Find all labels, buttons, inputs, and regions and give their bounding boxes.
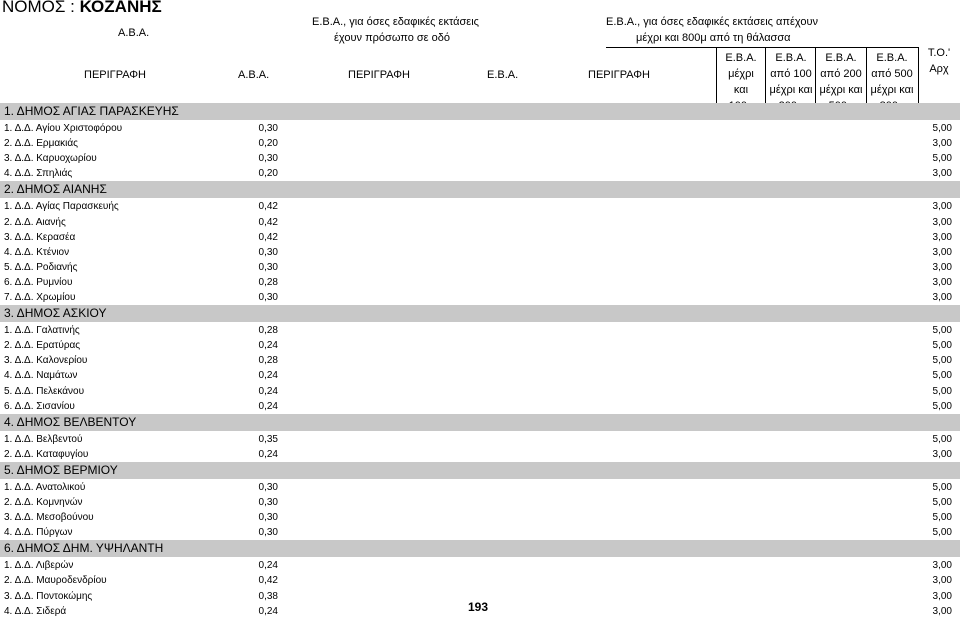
district-label: 5. Δ.Δ. Ροδιανής [4, 261, 78, 273]
aba-value: 0,38 [258, 590, 278, 602]
to-value: 3,00 [932, 168, 952, 180]
district-label: 1. Δ.Δ. Λιβερών [4, 560, 74, 572]
table-row [0, 495, 960, 510]
district-label: 4. Δ.Δ. Κτένιον [4, 246, 70, 258]
aba-value: 0,30 [258, 481, 278, 493]
table-row [0, 510, 960, 525]
aba-value: 0,42 [258, 575, 278, 587]
aba-value: 0,24 [258, 340, 278, 352]
header-desc-3: ΠΕΡΙΓΡΑΦΗ [588, 69, 650, 81]
to-value: 5,00 [932, 481, 952, 493]
header-divider-d [866, 47, 867, 105]
table-row [0, 525, 960, 540]
header-aba-top: Α.Β.Α. [118, 27, 150, 39]
aba-value: 0,24 [258, 370, 278, 382]
to-value: 3,00 [932, 216, 952, 228]
aba-value: 0,24 [258, 385, 278, 397]
table-row [0, 384, 960, 399]
to-value: 5,00 [932, 123, 952, 134]
district-label: 1. Δ.Δ. Ανατολικού [4, 481, 86, 493]
table-row [0, 447, 960, 462]
to-value: 5,00 [932, 153, 952, 165]
district-label: 3. Δ.Δ. Κερασέα [4, 231, 76, 243]
aba-value: 0,30 [258, 123, 278, 134]
header-desc-2: ΠΕΡΙΓΡΑΦΗ [348, 69, 410, 81]
table-row [0, 166, 960, 181]
aba-value: 0,20 [258, 168, 278, 180]
section-title: 4. ΔΗΜΟΣ ΒΕΛΒΕΝΤΟΥ [4, 414, 137, 429]
header-dist-col-2: Ε.Β.Α. από 100 μέχρι και [769, 52, 813, 96]
table-row [0, 136, 960, 151]
table-row [0, 199, 960, 214]
table-row [0, 245, 960, 260]
district-label: 3. Δ.Δ. Καλονερίου [4, 355, 88, 367]
to-value: 5,00 [932, 433, 952, 445]
to-value: 5,00 [932, 385, 952, 397]
district-label: 2. Δ.Δ. Καταφυγίου [4, 448, 89, 460]
to-value: 5,00 [932, 355, 952, 367]
header-dist-col-3: Ε.Β.Α. από 200 μέχρι και [819, 52, 863, 96]
header-group-2-line-1: Ε.Β.Α., για όσες εδαφικές εκτάσεις [312, 16, 479, 28]
section-header [0, 462, 960, 479]
aba-value: 0,42 [258, 231, 278, 243]
to-value: 3,00 [932, 560, 952, 572]
header-divider-a [716, 47, 717, 105]
district-label: 3. Δ.Δ. Καρυοχωρίου [4, 153, 97, 165]
section-title: 2. ΔΗΜΟΣ ΑΙΑΝΗΣ [4, 182, 107, 197]
header-divider-c [815, 47, 816, 105]
section-header [0, 181, 960, 198]
district-label: 2. Δ.Δ. Ερμακιάς [4, 138, 78, 150]
district-label: 6. Δ.Δ. Ρυμνίου [4, 276, 73, 288]
aba-value: 0,30 [258, 246, 278, 258]
section-header [0, 103, 960, 120]
aba-value: 0,24 [258, 448, 278, 460]
to-value: 3,00 [932, 138, 952, 150]
table-row [0, 215, 960, 230]
header-divider-b [765, 47, 766, 105]
to-value: 5,00 [932, 370, 952, 382]
to-value: 5,00 [932, 325, 952, 337]
district-label: 2. Δ.Δ. Αιανής [4, 216, 66, 228]
district-label: 1. Δ.Δ. Βελβεντού [4, 433, 83, 445]
header-dist-col-4: Ε.Β.Α. από 500 μέχρι και [870, 52, 914, 96]
to-value: 3,00 [932, 448, 952, 460]
table-row [0, 573, 960, 588]
aba-value: 0,30 [258, 292, 278, 303]
aba-value: 0,30 [258, 527, 278, 539]
table-row [0, 260, 960, 275]
district-label: 1. Δ.Δ. Γαλατινής [4, 325, 80, 337]
header-dist-col-1: Ε.Β.Α. μέχρι και [725, 52, 757, 96]
page-title: ΝΟΜΟΣ : ΚΟΖΑΝΗΣ [2, 0, 162, 16]
district-label: 2. Δ.Δ. Ερατύρας [4, 340, 81, 352]
district-label: 2. Δ.Δ. Μαυροδενδρίου [4, 575, 107, 587]
section-header [0, 414, 960, 431]
district-label: 1. Δ.Δ. Αγίας Παρασκευής [4, 201, 119, 213]
table-row [0, 290, 960, 305]
aba-value: 0,28 [258, 325, 278, 337]
aba-value: 0,20 [258, 138, 278, 150]
district-label: 4. Δ.Δ. Πύργων [4, 527, 73, 539]
district-label: 7. Δ.Δ. Χρωμίου [4, 292, 76, 303]
table-row [0, 275, 960, 290]
district-label: 6. Δ.Δ. Σισανίου [4, 400, 75, 412]
to-value: 5,00 [932, 340, 952, 352]
aba-value: 0,24 [258, 560, 278, 572]
header-desc-1: ΠΕΡΙΓΡΑΦΗ [84, 69, 146, 81]
header-to-col: Τ.Ο.' Αρχ [927, 47, 951, 75]
section-title: 1. ΔΗΜΟΣ ΑΓΙΑΣ ΠΑΡΑΣΚΕΥΗΣ [4, 104, 179, 118]
page-number: 193 [468, 600, 489, 614]
table-row [0, 121, 960, 136]
to-value: 3,00 [932, 590, 952, 602]
aba-value: 0,35 [258, 433, 278, 445]
to-value: 3,00 [932, 261, 952, 273]
header-group-3-line-1: Ε.Β.Α., για όσες εδαφικές εκτάσεις απέχουν [606, 16, 818, 28]
aba-value: 0,42 [258, 216, 278, 228]
district-label: 4. Δ.Δ. Ναμάτων [4, 370, 78, 382]
aba-value: 0,28 [258, 355, 278, 367]
header-aba-1: Α.Β.Α. [238, 69, 270, 81]
to-value: 5,00 [932, 512, 952, 524]
section-header [0, 305, 960, 322]
district-label: 3. Δ.Δ. Ποντοκώμης [4, 590, 93, 602]
table-row [0, 338, 960, 353]
district-label: 5. Δ.Δ. Πελεκάνου [4, 385, 85, 397]
table-row [0, 558, 960, 573]
to-value: 3,00 [932, 605, 952, 617]
table-row [0, 353, 960, 368]
table-row [0, 399, 960, 414]
header-group-2-line-2: έχουν πρόσωπο σε οδό [334, 32, 450, 44]
header-rule-group [606, 47, 918, 48]
table-row [0, 230, 960, 245]
section-title: 6. ΔΗΜΟΣ ΔΗΜ. ΥΨΗΛΑΝΤΗ [4, 541, 164, 556]
district-label: 3. Δ.Δ. Μεσοβούνου [4, 512, 94, 524]
to-value: 3,00 [932, 201, 952, 213]
table-row [0, 368, 960, 383]
district-label: 4. Δ.Δ. Σιδερά [4, 605, 67, 617]
header-divider-e [918, 47, 919, 105]
aba-value: 0,30 [258, 497, 278, 508]
header-group-3-line-2: μέχρι και 800μ από τη θάλασσα [636, 32, 791, 44]
district-label: 2. Δ.Δ. Κομνηνών [4, 497, 83, 508]
to-value: 3,00 [932, 246, 952, 258]
to-value: 3,00 [932, 292, 952, 303]
table-row [0, 480, 960, 495]
aba-value: 0,30 [258, 512, 278, 524]
aba-value: 0,28 [258, 276, 278, 288]
table-row [0, 432, 960, 447]
section-header [0, 540, 960, 557]
to-value: 3,00 [932, 231, 952, 243]
district-label: 1. Δ.Δ. Αγίου Χριστοφόρου [4, 123, 123, 134]
aba-value: 0,30 [258, 261, 278, 273]
section-title: 5. ΔΗΜΟΣ ΒΕΡΜΙΟΥ [4, 462, 118, 477]
aba-value: 0,30 [258, 153, 278, 165]
table-row [0, 151, 960, 166]
to-value: 5,00 [932, 400, 952, 412]
header-eba-2: Ε.Β.Α. [487, 69, 519, 81]
aba-value: 0,42 [258, 201, 278, 213]
table-row [0, 323, 960, 338]
aba-value: 0,24 [258, 605, 278, 617]
to-value: 5,00 [932, 527, 952, 539]
to-value: 3,00 [932, 575, 952, 587]
district-label: 4. Δ.Δ. Σπηλιάς [4, 168, 73, 180]
to-value: 3,00 [932, 276, 952, 288]
section-title: 3. ΔΗΜΟΣ ΑΣΚΙΟΥ [4, 306, 107, 321]
to-value: 5,00 [932, 497, 952, 508]
aba-value: 0,24 [258, 400, 278, 412]
